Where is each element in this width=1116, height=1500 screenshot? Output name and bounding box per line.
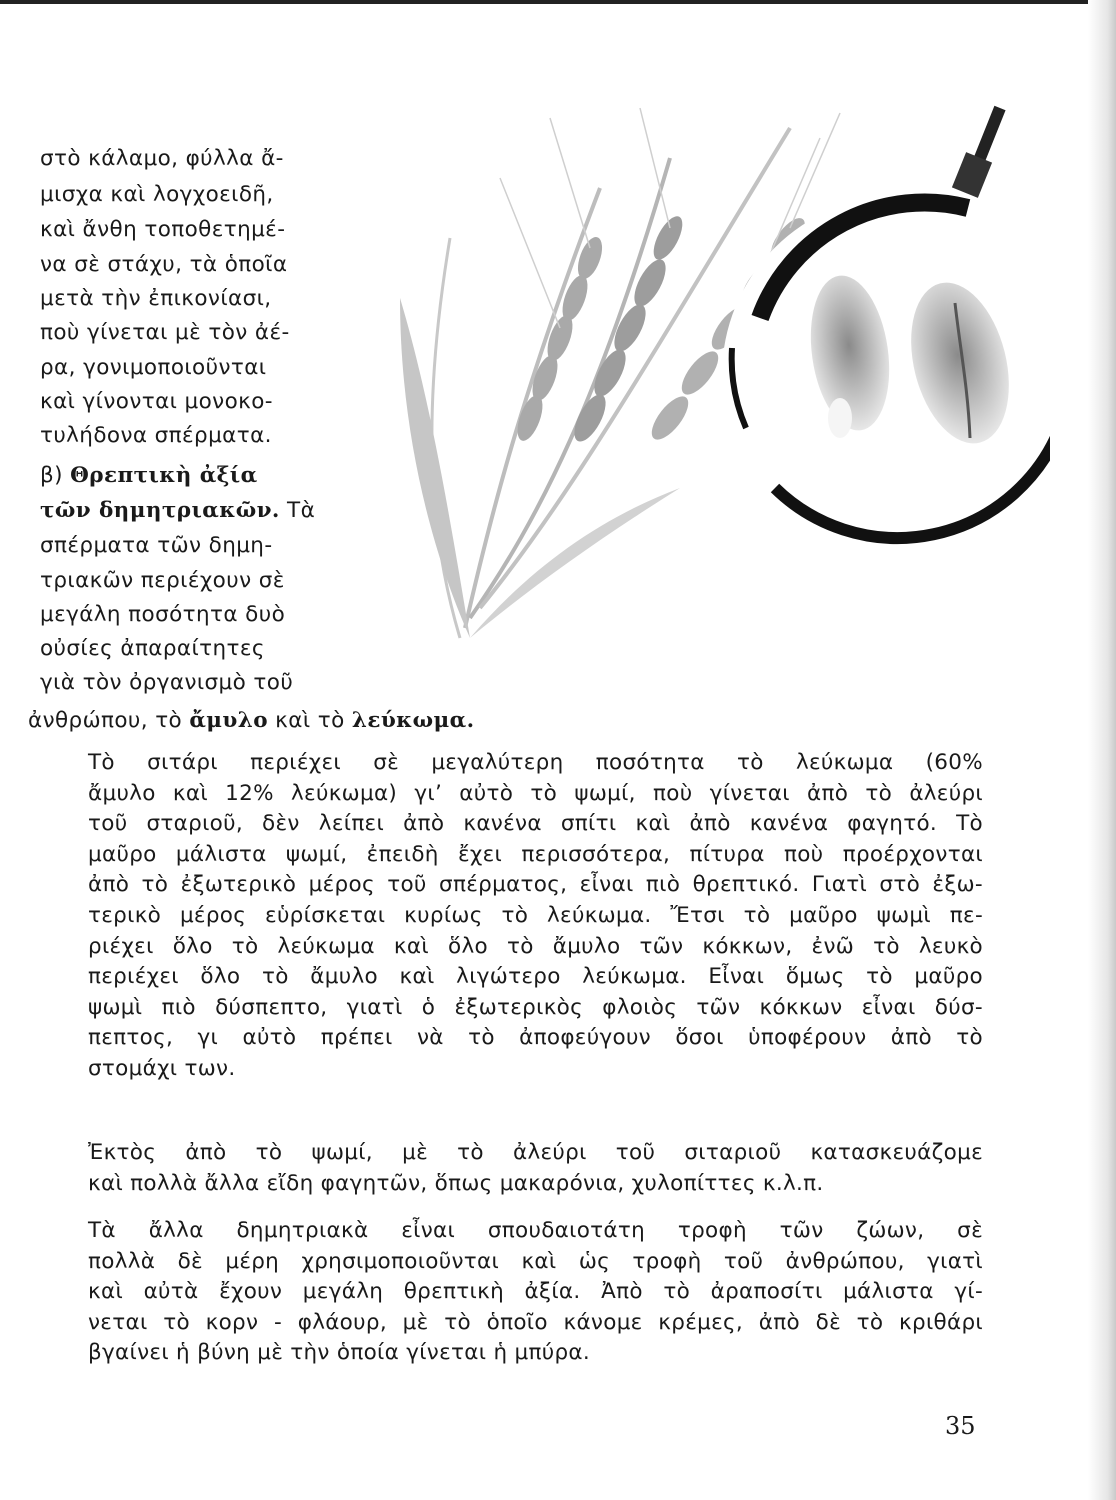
term-protein: λεύκωμα. bbox=[351, 708, 475, 733]
page-number: 35 bbox=[945, 1412, 976, 1440]
section-last-line: ἀνθρώπου, τὸ ἄμυλο καὶ τὸ λεύκωμα. bbox=[28, 708, 475, 733]
intro-line: τυλήδονα σπέρματα. bbox=[40, 423, 272, 448]
intro-line: να σὲ στάχυ, τὰ ὁποῖα bbox=[40, 252, 288, 277]
section-line: τριακῶν περιέχουν σὲ bbox=[40, 568, 285, 593]
term-starch: ἄμυλο bbox=[189, 708, 268, 733]
intro-line: ρα, γονιμοποιοῦνται bbox=[40, 355, 267, 380]
paragraph-wheat-bread: Τὸ σιτάρι περιέχει σὲ μεγαλύτερη ποσότητα τὸ λεύκωμα (60% ἄμυλο καὶ 12% λεύκωμα) γι’ αὐτὸ τὸ ψωμί, ποὺ γίνεται ἀπὸ τὸ ἀλεύρι τοῦ σταριοῦ, δὲν λείπει ἀπὸ κανένα σπίτι καὶ ἀπὸ κανένα φαγητό. Τὸ μαῦρο μάλιστα ψωμί, ἐπειδὴ ἔχει περισσότερα, πίτυρα ποὺ προέρχονται ἀπὸ τὸ ἐξωτερικὸ μέρος τοῦ σπέρματος, εἶναι πιὸ θρεπτικό. Γιατὶ στὸ ἐξω- τερικὸ μέρος εὑρίσκεται κυρίως τὸ λεύκωμα. Ἔτσι τὸ μαῦρο ψωμὶ πε- ριέχει ὅλο τὸ λεύκωμα καὶ ὅλο τὸ ἄμυλο τῶν κόκκων, ἐνῶ τὸ λευκὸ περιέχει ὅλο τὸ ἄμυλο καὶ λιγώτερο λεύκωμα. Εἶναι ὅμως τὸ μαῦρο ψωμὶ πιὸ δύσπεπτο, γιατὶ ὁ ἐξωτερικὸς φλοιὸς τῶν κόκκων εἶναι δύσ- πεπτος, γι αὐτὸ πρέπει νὰ τὸ ἀποφεύγουν ὅσοι ὑποφέρουν ἀπὸ τὸ στομάχι των. bbox=[88, 750, 983, 1081]
wheat-magnifier-illustration bbox=[370, 98, 1050, 708]
section-heading-continued: τῶν δημητριακῶν. bbox=[40, 498, 280, 523]
section-line: γιὰ τὸν ὀργανισμὸ τοῦ bbox=[40, 670, 294, 695]
section-line: μεγάλη ποσότητα δυὸ bbox=[40, 602, 286, 627]
section-heading-line bbox=[40, 461, 258, 492]
section-heading: Θρεπτικὴ ἀξία bbox=[70, 463, 258, 488]
intro-line: μετὰ τὴν ἐπικονίασι, bbox=[40, 286, 272, 311]
intro-line: καὶ γίνονται μονοκο- bbox=[40, 389, 273, 414]
intro-line: καὶ ἄνθη τοποθετημέ- bbox=[40, 217, 286, 242]
section-prefix: β) bbox=[40, 463, 71, 488]
page-binding-shadow bbox=[1088, 0, 1116, 1500]
intro-line: στὸ κάλαμο, φύλλα ἄ- bbox=[40, 146, 284, 171]
magnifying-glass-icon bbox=[722, 108, 1050, 555]
intro-line: μισχα καὶ λογχοειδῆ, bbox=[40, 182, 274, 207]
intro-line: ποὺ γίνεται μὲ τὸν ἀέ- bbox=[40, 320, 290, 345]
paragraph-other-cereals: Τὰ ἄλλα δημητριακὰ εἶναι σπουδαιοτάτη τροφὴ τῶν ζώων, σὲ πολλὰ δὲ μέρη χρησιμοποιοῦνται καὶ ὡς τροφὴ τοῦ ἀνθρώπου, γιατὶ καὶ αὐτὰ ἔχουν μεγάλη θρεπτικὴ ἀξία. Ἀπὸ τὸ ἀραποσίτι μάλιστα γί- νεται τὸ κορν - φλάουρ, μὲ τὸ ὁποῖο κάνομε κρέμες, ἀπὸ δὲ τὸ κριθάρι βγαίνει ἡ βύνη μὲ τὴν ὁποία γίνεται ἡ μπύρα. bbox=[88, 1218, 983, 1366]
section-line: οὐσίες ἀπαραίτητες bbox=[40, 636, 265, 661]
section-heading-line: τῶν δημητριακῶν. Τὰ bbox=[40, 498, 316, 523]
paragraph-flour-products: Ἐκτὸς ἀπὸ τὸ ψωμί, μὲ τὸ ἀλεύρι τοῦ σιταριοῦ κατασκευάζομε καὶ πολλὰ ἄλλα εἴδη φαγητῶν, ὅπως μακαρόνια, χυλοπίττες κ.λ.π. bbox=[88, 1140, 983, 1196]
page-top-rule bbox=[0, 0, 1116, 4]
section-line: σπέρματα τῶν δημη- bbox=[40, 533, 273, 558]
